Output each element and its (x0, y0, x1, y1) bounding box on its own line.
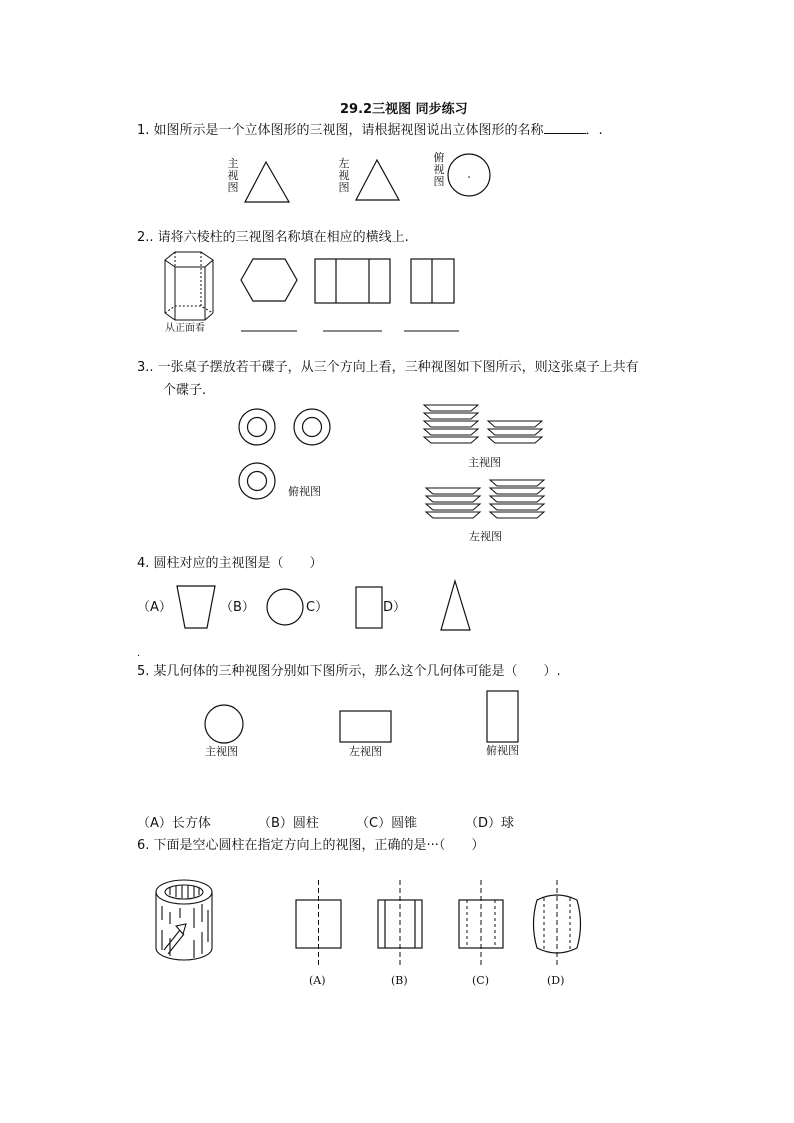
option-b-label[interactable]: （B） (220, 600, 255, 615)
option-d-label[interactable]: D） (383, 600, 407, 615)
plates-left-view (424, 478, 549, 526)
plates-top-view-label: 俯视图 (288, 485, 321, 498)
triangle-left-view (355, 158, 403, 202)
circle-option[interactable] (266, 588, 306, 628)
two-rect-view (410, 258, 456, 304)
hexagonal-prism-icon (163, 250, 223, 324)
question-1-tail: ．. (585, 123, 603, 138)
view-option-a[interactable] (294, 878, 344, 968)
plates-left-view-label: 左视图 (469, 530, 502, 543)
answer-blank[interactable] (544, 121, 586, 134)
question-5-text: 5. 某几何体的三种视图分别如下图所示，那么这个几何体可能是（ ）. (137, 664, 561, 679)
q5-option-d[interactable]: （D）球 (465, 816, 515, 831)
q5-option-a[interactable]: （A）长方体 (137, 816, 211, 831)
view-option-a-label: (A) (309, 974, 326, 987)
question-6-text: 6. 下面是空心圆柱在指定方向上的视图，正确的是···（ ） (137, 838, 485, 853)
question-3-line1: 3.. 一张桌子摆放若干碟子，从三个方向上看，三种视图如下图所示，则这张桌子上共有 (137, 360, 639, 375)
view-option-d[interactable] (530, 878, 586, 968)
q5-left-view-label: 左视图 (349, 745, 382, 758)
left-view-label: 左 视 图 (338, 157, 350, 194)
view-option-c-label: (C) (472, 974, 489, 987)
stray-dot: . (137, 648, 141, 659)
front-view-label: 主 视 图 (227, 157, 239, 194)
option-a-label[interactable]: （A） (137, 600, 172, 615)
view-option-b[interactable] (376, 878, 426, 968)
view-option-d-label: (D) (547, 974, 565, 987)
top-view-label: 俯 视 图 (433, 151, 445, 188)
triangle-front-view (244, 160, 292, 204)
q5-front-view-label: 主视图 (205, 745, 238, 758)
page-title: 29.2三视图 同步练习 (340, 102, 468, 117)
question-2-text: 2.. 请将六棱柱的三视图名称填在相应的横线上. (137, 230, 409, 245)
plates-front-view-label: 主视图 (468, 456, 501, 469)
three-rect-view (314, 258, 392, 304)
trapezoid-option[interactable] (175, 584, 219, 630)
triangle-option[interactable] (440, 580, 474, 632)
answer-lines[interactable] (240, 330, 470, 334)
question-1-prompt: 1. 如图所示是一个立体图形的三视图，请根据视图说出立体图形的名称 (137, 123, 544, 138)
hexagon-view (240, 258, 300, 304)
view-option-b-label: (B) (391, 974, 408, 987)
circle-top-view (448, 153, 492, 197)
plates-front-view (422, 403, 547, 455)
rectangle-option[interactable] (355, 586, 385, 630)
question-3-line2: 个碟子. (163, 383, 207, 398)
hollow-cylinder-icon (150, 878, 222, 966)
rect-left-view (339, 710, 393, 744)
rect-top-view (486, 690, 520, 744)
q5-top-view-label: 俯视图 (486, 744, 519, 757)
sphere-front-view (204, 704, 246, 746)
option-c-label[interactable]: C） (306, 600, 329, 615)
view-option-c[interactable] (457, 878, 507, 968)
plates-top-view (237, 407, 337, 499)
question-1-text (137, 121, 603, 139)
q5-option-c[interactable]: （C）圆锥 (356, 816, 418, 831)
q5-option-b[interactable]: （B）圆柱 (258, 816, 319, 831)
question-4-text: 4. 圆柱对应的主视图是（ ） (137, 556, 323, 571)
prism-caption: 从正面看 (165, 323, 205, 334)
